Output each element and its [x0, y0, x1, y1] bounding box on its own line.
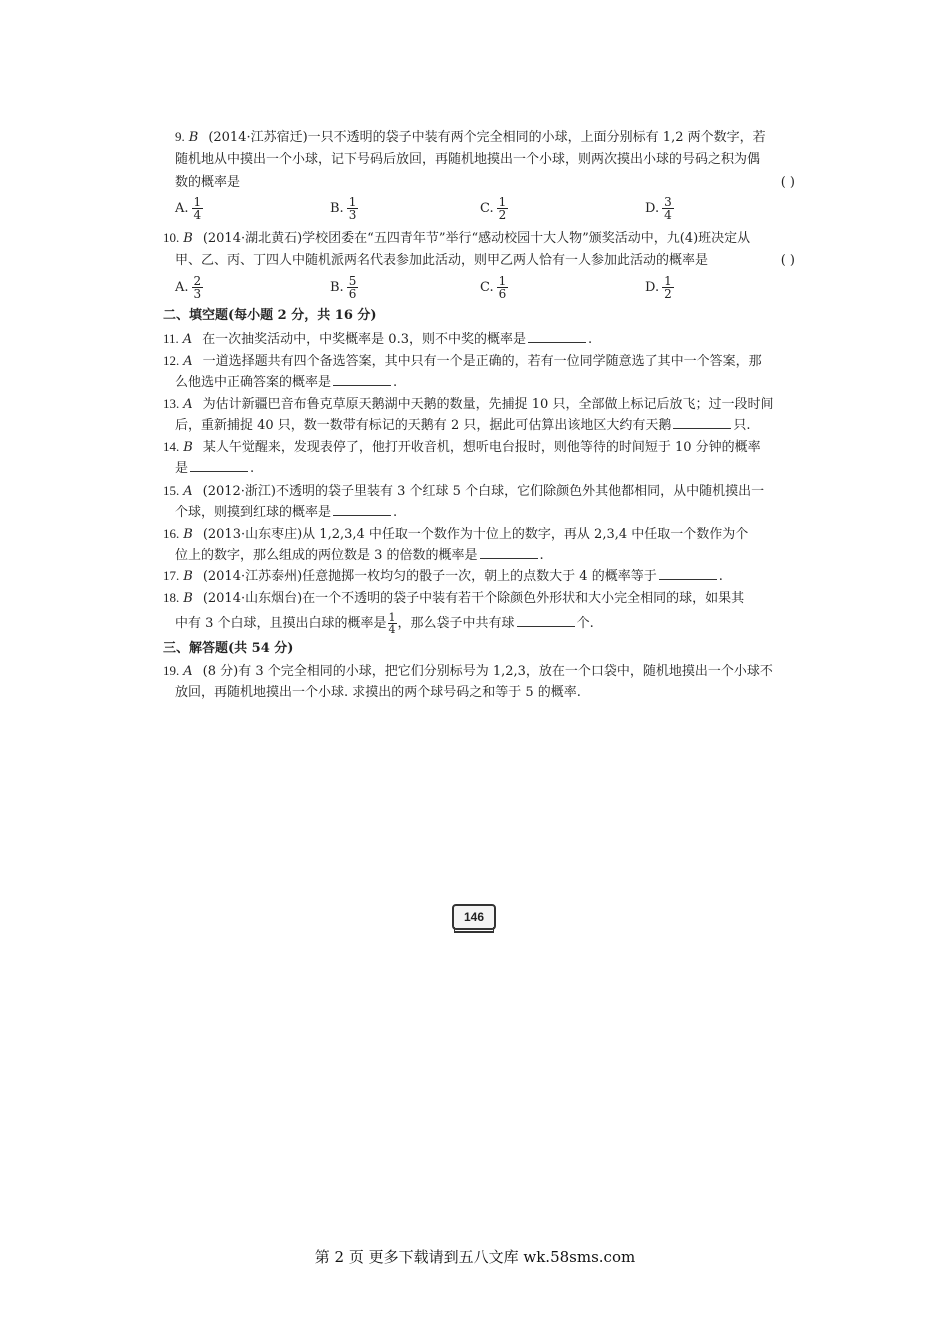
- q10-line1: [163, 229, 750, 248]
- numerator: 1: [388, 611, 396, 624]
- answer-blank: [333, 373, 391, 386]
- option-label: A.: [175, 200, 189, 216]
- denominator: 6: [498, 286, 507, 301]
- q9-level: B: [188, 130, 199, 145]
- q13-level: A: [183, 397, 193, 412]
- fraction: [192, 196, 204, 221]
- q15-end: .: [393, 505, 398, 520]
- q15-line1: [163, 482, 764, 501]
- q14-level: B: [183, 440, 193, 455]
- q19-line2: 放回，再随机地摸出一个小球. 求摸出的两个球号码之和等于 5 的概率.: [175, 685, 581, 700]
- q9-line1: [175, 128, 766, 147]
- q16-line1: [163, 525, 748, 544]
- q18-level: B: [183, 591, 193, 606]
- answer-blank: [528, 330, 586, 343]
- answer-blank: [333, 503, 391, 516]
- q16-end: .: [539, 548, 544, 563]
- q11-number: 11.: [163, 331, 179, 346]
- q15-text2: 个球，则摸到红球的概率是: [175, 505, 332, 520]
- q13-text2: 后，重新捕捉 40 只，数一数带有标记的天鹅有 2 只，据此可估算出该地区大约有天鹅: [175, 418, 672, 433]
- numerator: 5: [348, 273, 357, 288]
- option-label: B.: [330, 200, 344, 216]
- q13-text1: 为估计新疆巴音布鲁克草原天鹅湖中天鹅的数量，先捕捉 10 只，全部做上标记后放飞；过一段时间: [202, 397, 774, 412]
- q12-text2: 么他选中正确答案的概率是: [175, 375, 332, 390]
- fraction: [347, 196, 359, 221]
- q13-number: 13.: [163, 396, 180, 411]
- numerator: 1: [498, 273, 507, 288]
- q19-level: A: [183, 664, 193, 679]
- q11-end: .: [587, 332, 593, 347]
- q12-line1: [163, 352, 762, 371]
- denominator: 4: [664, 207, 672, 222]
- q9-text3: 数的概率是: [175, 175, 241, 190]
- q10-option-c: [480, 272, 508, 302]
- footer: 第 2 页 更多下载请到五八文库 wk.58sms.com: [314, 1248, 636, 1266]
- q14-text1: 某人午觉醒来，发现表停了，他打开收音机，想听电台报时，则他等待的时间短于 10 分钟的概率: [202, 440, 761, 455]
- answer-blank: [673, 416, 731, 429]
- q19-line1: [163, 662, 773, 681]
- q17-text: (2014·江苏泰州)任意抛掷一枚均匀的骰子一次，朝上的点数大于 4 的概率等于: [202, 569, 657, 584]
- option-label: A.: [175, 279, 189, 295]
- q9-option-b: [330, 193, 358, 223]
- page-number-book-icon: [452, 904, 496, 930]
- q13-line1: [163, 395, 773, 414]
- fraction: [497, 196, 509, 221]
- q10-text1: (2014·湖北黄石)学校团委在“五四青年节”举行“感动校园十大人物”颁奖活动中，九(4)班决定从: [202, 231, 751, 246]
- q16-text2: 位上的数字，那么组成的两位数是 3 的倍数的概率是: [175, 548, 478, 563]
- q15-text1: (2012·浙江)不透明的袋子里装有 3 个红球 5 个白球，它们除颜色外其他都相同，从中随机摸出一: [202, 484, 765, 499]
- denominator: 3: [348, 207, 357, 222]
- denominator: 3: [193, 286, 202, 301]
- fraction: [192, 275, 204, 300]
- q12-number: 12.: [163, 353, 180, 368]
- q12-end: .: [393, 375, 398, 390]
- option-label: C.: [480, 200, 494, 216]
- q13-end: 只.: [733, 418, 751, 433]
- q14-text2: 是: [175, 461, 189, 476]
- q17-level: B: [183, 569, 193, 584]
- option-label: D.: [645, 279, 660, 295]
- denominator: 6: [348, 286, 357, 301]
- q10-option-d: [645, 272, 674, 302]
- numerator: 3: [664, 194, 672, 209]
- q12-text1: 一道选择题共有四个备选答案，其中只有一个是正确的，若有一位同学随意选了其中一个答案，那: [202, 354, 762, 369]
- q10-options: [175, 272, 795, 302]
- q18-text2b: ，那么袋子中共有球: [397, 616, 515, 631]
- denominator: 2: [664, 286, 672, 301]
- q9-line3: [175, 174, 795, 192]
- q15-line2: [175, 503, 397, 522]
- option-label: D.: [645, 200, 660, 216]
- section-2-heading: 二、填空题(每小题 2 分，共 16 分): [163, 308, 377, 323]
- numerator: 1: [664, 273, 672, 288]
- numerator: 2: [193, 273, 202, 288]
- denominator: 2: [498, 207, 507, 222]
- q11-line: [163, 330, 592, 349]
- q16-number: 16.: [163, 526, 180, 541]
- q19-number: 19.: [163, 663, 180, 678]
- q10-text2: 甲、乙、丙、丁四人中随机派两名代表参加此活动，则甲乙两人恰有一人参加此活动的概率是: [175, 253, 709, 268]
- q11-level: A: [182, 332, 193, 347]
- q16-text1: (2013·山东枣庄)从 1,2,3,4 中任取一个数作为十位上的数字，再从 2,3,4 中任取一个数作为个: [202, 527, 749, 542]
- q18-end: 个.: [576, 616, 594, 631]
- q16-line2: [175, 546, 544, 565]
- q9-line2: 随机地从中摸出一个小球，记下号码后放回，再随机地摸出一个小球，则两次摸出小球的号码之积为偶: [175, 152, 761, 167]
- q12-level: A: [183, 354, 193, 369]
- q17-end: .: [718, 569, 723, 584]
- q9-option-a: [175, 193, 203, 223]
- numerator: 1: [498, 194, 507, 209]
- q10-answer-paren: ( ): [780, 253, 795, 268]
- q18-text2a: 中有 3 个白球，且摸出白球的概率是: [175, 616, 387, 631]
- denominator: 4: [193, 207, 202, 222]
- q13-line2: [175, 416, 750, 435]
- answer-blank: [659, 567, 717, 580]
- q14-end: .: [250, 461, 255, 476]
- numerator: 1: [193, 194, 202, 209]
- fraction: [347, 275, 359, 300]
- numerator: 1: [348, 194, 357, 209]
- page-number: 146: [463, 910, 485, 924]
- fraction: [497, 275, 509, 300]
- q10-option-b: [330, 272, 358, 302]
- answer-blank: [480, 546, 538, 559]
- q19-text1: (8 分)有 3 个完全相同的小球，把它们分别标号为 1,2,3，放在一个口袋中，随机地摸出一个小球不: [202, 664, 773, 679]
- q11-text: 在一次抽奖活动中，中奖概率是 0.3，则不中奖的概率是: [202, 332, 526, 347]
- q9-option-c: [480, 193, 508, 223]
- fraction: [662, 196, 674, 221]
- q10-option-a: [175, 272, 203, 302]
- q9-option-d: [645, 193, 674, 223]
- q15-level: A: [183, 484, 193, 499]
- answer-blank: [190, 459, 248, 472]
- q18-line1: [163, 589, 744, 608]
- q18-line2: [175, 612, 594, 635]
- q10-number: 10.: [163, 230, 180, 245]
- fraction: [662, 275, 674, 300]
- answer-blank: [517, 614, 575, 627]
- q9-text1: (2014·江苏宿迁)一只不透明的袋子中装有两个完全相同的小球，上面分别标有 1,2 两个数字，若: [208, 130, 766, 145]
- option-label: B.: [330, 279, 344, 295]
- q14-line1: [163, 438, 761, 457]
- q14-line2: [175, 459, 254, 478]
- q12-line2: [175, 373, 397, 392]
- q10-level: B: [183, 231, 193, 246]
- q9-number: 9.: [175, 129, 185, 144]
- q16-level: B: [183, 527, 193, 542]
- q18-fraction: [388, 612, 397, 635]
- q17-number: 17.: [163, 568, 180, 583]
- option-label: C.: [480, 279, 494, 295]
- q9-answer-paren: ( ): [780, 175, 795, 190]
- q14-number: 14.: [163, 439, 180, 454]
- section-3-heading: 三、解答题(共 54 分): [163, 641, 294, 656]
- q18-number: 18.: [163, 590, 180, 605]
- q17-line: [163, 567, 723, 586]
- q15-number: 15.: [163, 483, 180, 498]
- q18-text1: (2014·山东烟台)在一个不透明的袋子中装有若干个除颜色外形状和大小完全相同的球，如果其: [202, 591, 745, 606]
- denominator: 4: [388, 623, 396, 636]
- q9-options: [175, 193, 795, 223]
- q10-line2: [175, 252, 795, 270]
